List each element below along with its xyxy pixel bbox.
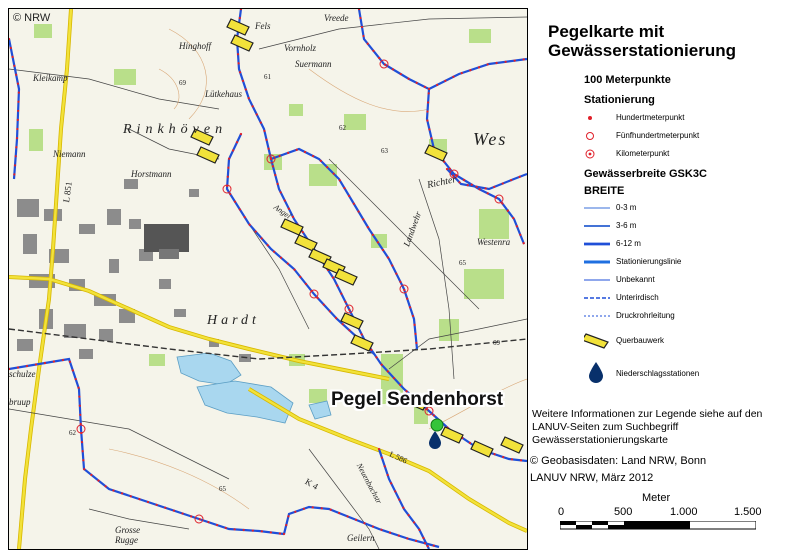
place-label: Rinkhöven — [123, 122, 228, 137]
medium-line-icon — [584, 218, 614, 234]
topographic-map — [9, 9, 527, 549]
place-label: Horstmann — [131, 169, 172, 179]
credit-lanuv: LANUV NRW, März 2012 — [530, 472, 654, 484]
elevation-label: 61 — [264, 73, 271, 81]
place-label: Kleikamp — [33, 73, 68, 83]
legend-label: Querbauwerk — [616, 336, 665, 345]
place-label: Lütkehaus — [205, 89, 242, 99]
place-label: Geilern — [347, 533, 375, 543]
place-label: Westenra — [477, 237, 511, 247]
place-label: bruup — [9, 397, 31, 407]
legend-label: Stationierungslinie — [616, 257, 682, 266]
place-label: Hardt — [207, 313, 260, 328]
legend-points-title: 100 Meterpunkte — [584, 74, 671, 86]
place-label: Hinghoff — [179, 41, 212, 51]
legend-label: Hundertmeterpunkt — [616, 113, 685, 122]
legend-label: 0-3 m — [616, 203, 637, 212]
thick-line-icon — [584, 236, 614, 252]
legend-label: Fünfhundertmeterpunkt — [616, 131, 700, 140]
place-label: Angel — [272, 202, 293, 221]
legend-panel — [530, 0, 794, 559]
place-label: Grosse Rugge — [115, 525, 141, 545]
legend-label: Kilometerpunkt — [616, 149, 670, 158]
legend-label: Unterirdisch — [616, 293, 659, 302]
legend-points-subtitle: Stationierung — [584, 94, 655, 106]
dashed-line-icon — [584, 290, 614, 306]
legend-label: 6-12 m — [616, 239, 641, 248]
place-label: Vreede — [324, 13, 349, 23]
elevation-label: 69 — [493, 339, 500, 347]
elevation-label: 69 — [179, 79, 186, 87]
legend-title-line2: Gewässerstationierung — [548, 41, 737, 60]
legend-title — [548, 22, 736, 60]
scalebar — [560, 521, 756, 531]
place-label: Landwehr — [401, 210, 424, 248]
scalebar-tick-1500: 1.500 — [734, 506, 762, 518]
red-dot-icon — [584, 110, 614, 126]
place-label: Richter — [426, 174, 458, 191]
legend-label: 3-6 m — [616, 221, 637, 230]
target-circle-icon — [584, 146, 614, 162]
map-panel[interactable] — [8, 8, 528, 550]
scalebar-tick-500: 500 — [614, 506, 633, 518]
pegel-label: Pegel Sendenhorst — [331, 389, 504, 410]
road-label: K 4 — [303, 476, 320, 492]
scalebar-tick-1000: 1.000 — [670, 506, 698, 518]
elevation-label: 62 — [339, 124, 346, 132]
map-copyright: © NRW — [13, 12, 51, 24]
station-line-icon — [584, 254, 614, 270]
elevation-label: 65 — [459, 259, 466, 267]
elevation-label: 65 — [219, 485, 226, 493]
pegel-marker[interactable] — [431, 419, 443, 431]
road-label: L 851 — [61, 180, 74, 204]
legend-label: Unbekannt — [616, 275, 655, 284]
legend-width-title: Gewässerbreite GSK3C — [584, 168, 707, 180]
credit-geobasis: © Geobasisdaten: Land NRW, Bonn — [530, 455, 707, 467]
legend-title-line1: Pegelkarte mit — [548, 22, 665, 41]
factory-building — [144, 224, 189, 252]
place-label: Vornholz — [284, 43, 317, 53]
scalebar-tick-0: 0 — [558, 506, 565, 518]
thin-line-icon — [584, 200, 614, 216]
place-label: Wes — [473, 129, 508, 149]
legend-label: Niederschlagsstationen — [616, 369, 700, 378]
elevation-label: 62 — [69, 429, 76, 437]
hollow-circle-icon — [584, 128, 614, 144]
road-label: L 586 — [387, 449, 409, 466]
place-label: Suermann — [295, 59, 332, 69]
legend-info-text: Weitere Informationen zur Legende siehe auf den LANUV-Seiten zum Suchbegriff Gewässerstationierungskarte — [532, 408, 763, 446]
place-label: Niemann — [53, 149, 86, 159]
scalebar-unit: Meter — [642, 492, 671, 504]
legend-label: Druckrohrleitung — [616, 311, 675, 320]
place-label: schulze — [9, 369, 36, 379]
raindrop-icon — [584, 360, 614, 384]
dotted-line-icon — [584, 308, 614, 324]
street-label: Neuenbachstr — [354, 461, 384, 506]
unknown-line-icon — [584, 272, 614, 288]
querbauwerk-icon — [584, 330, 614, 350]
legend-width-subtitle: BREITE — [584, 185, 625, 197]
elevation-label: 63 — [381, 147, 388, 155]
place-label: Fels — [255, 21, 271, 31]
